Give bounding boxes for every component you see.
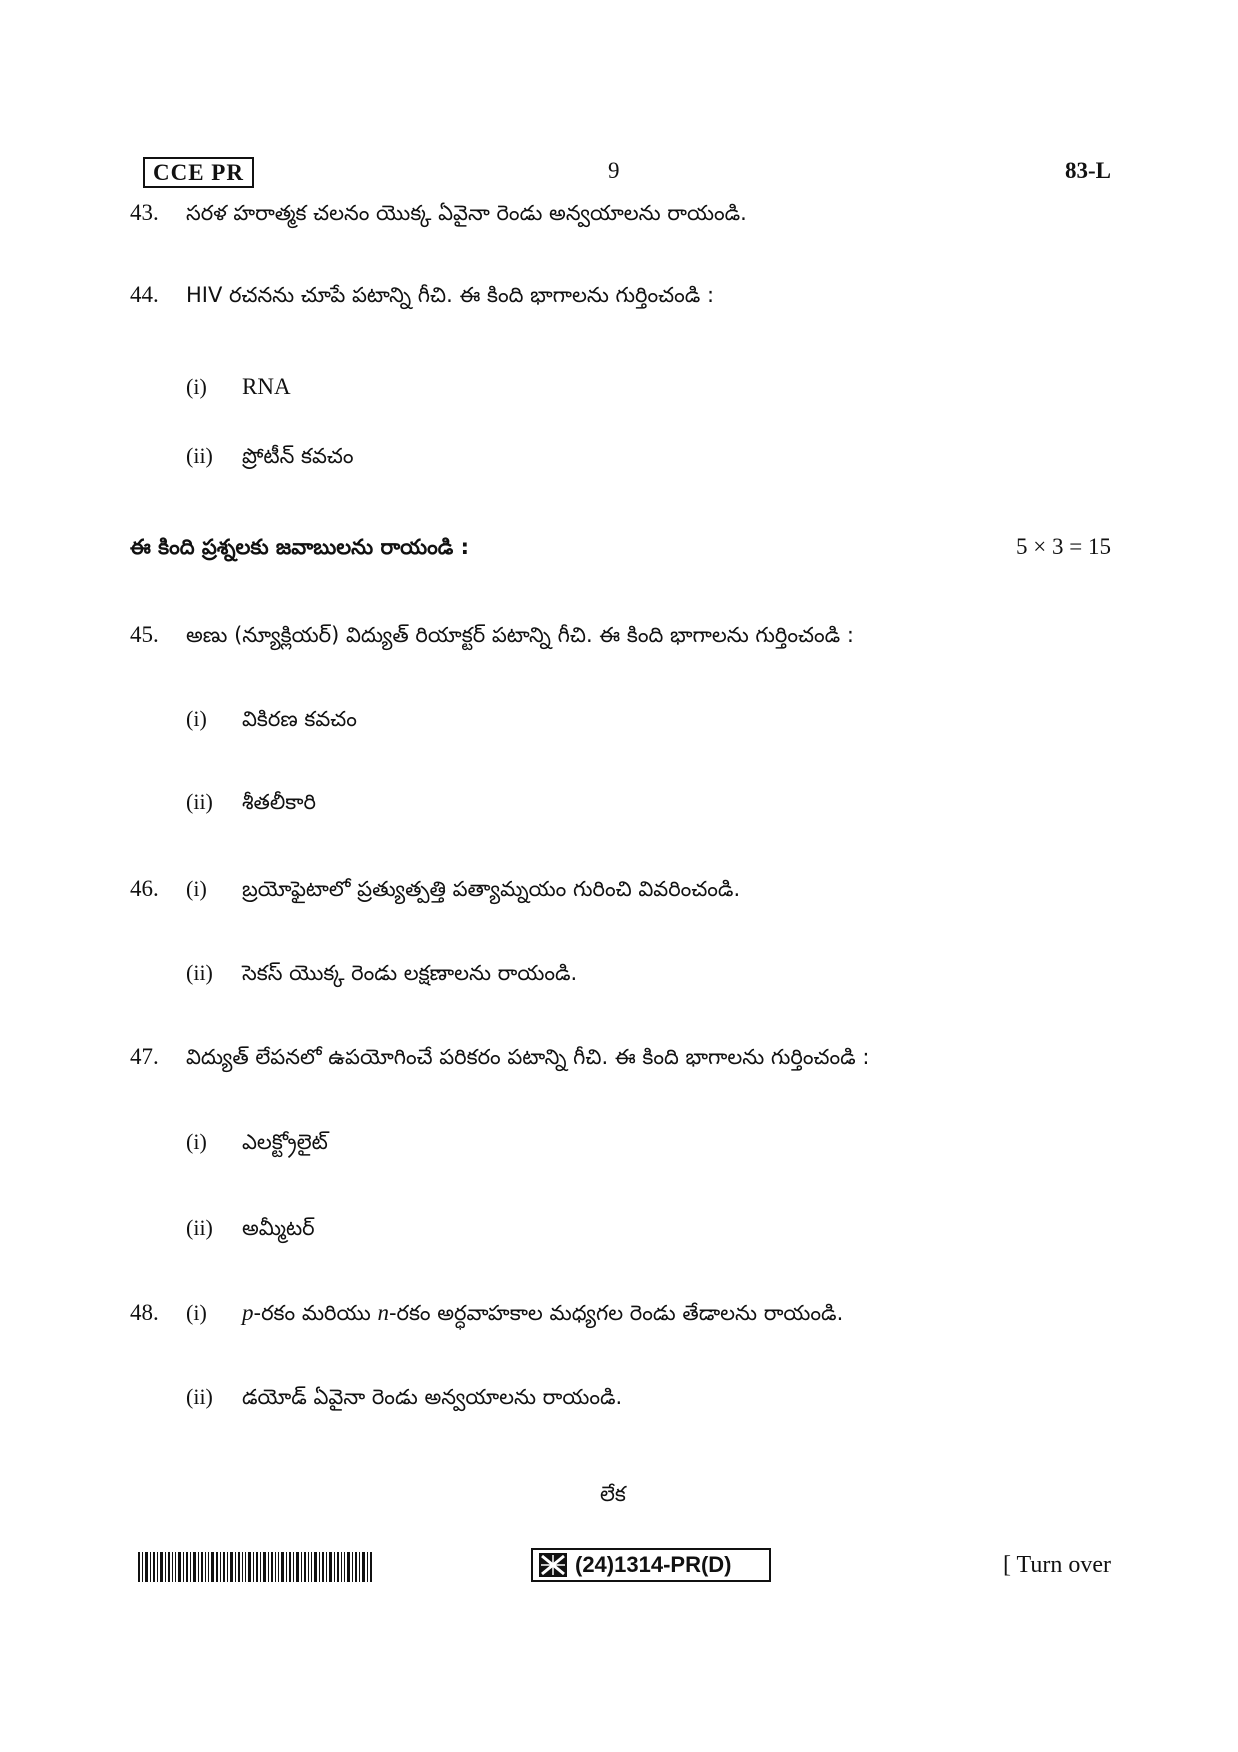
part-text: అమ్మీటర్	[242, 1216, 315, 1240]
part-label: (i)	[186, 374, 207, 399]
part-text: బ్రయోఫైటాలో ప్రత్యుత్పత్తి పత్యామ్నయం గురించి వివరించండి.	[242, 877, 741, 901]
paper-code: 83-L	[1065, 158, 1111, 183]
question-number: 45.	[130, 622, 159, 647]
part-label: (ii)	[186, 960, 213, 985]
part-text-segment: -రకం అర్ధవాహకాల మధ్యగల రెండు తేడాలను రాయండి.	[388, 1301, 844, 1325]
paper-id: (24)1314-PR(D)	[575, 1552, 732, 1577]
question-number: 47.	[130, 1044, 159, 1069]
barcode-icon	[138, 1552, 374, 1582]
part-text: ప్రోటీన్ కవచం	[242, 444, 354, 468]
question-text: అణు (న్యూక్లియర్) విద్యుత్ రియాక్టర్ పటాన్ని గీచి. ఈ కింది భాగాలను గుర్తించండి :	[186, 623, 854, 647]
paper-id-box	[531, 1548, 771, 1582]
part-text: RNA	[242, 374, 291, 399]
question-number: 44.	[130, 282, 159, 307]
part-label: (ii)	[186, 1384, 213, 1409]
part-label: (ii)	[186, 443, 213, 468]
part-text: సెకస్ యొక్క రెండు లక్షణాలను రాయండి.	[242, 961, 578, 985]
part-text: ఎలక్ట్రోలైట్	[242, 1130, 328, 1154]
part-text: డయోడ్ ఏవైనా రెండు అన్వయాలను రాయండి.	[242, 1385, 623, 1409]
question-text: సరళ హరాత్మక చలనం యొక్క ఏవైనా రెండు అన్వయాలను రాయండి.	[186, 201, 747, 225]
section-instruction: ఈ కింది ప్రశ్నలకు జవాబులను రాయండి :	[130, 535, 470, 559]
n-symbol: n	[377, 1300, 389, 1325]
turn-over-label: [ Turn over	[1002, 1552, 1111, 1578]
part-text	[242, 1298, 843, 1328]
part-label: (ii)	[186, 789, 213, 814]
question-number: 48.	[130, 1300, 159, 1325]
part-label: (i)	[186, 1300, 207, 1325]
qr-code-icon	[539, 1553, 567, 1577]
section-marks: 5 × 3 = 15	[1016, 534, 1111, 559]
p-symbol: p	[242, 1300, 254, 1325]
question-number: 46.	[130, 876, 159, 901]
part-label: (i)	[186, 876, 207, 901]
part-text-segment: -రకం మరియు	[253, 1301, 378, 1325]
part-label: (i)	[186, 1129, 207, 1154]
question-text: విద్యుత్ లేపనలో ఉపయోగించే పరికరం పటాన్ని గీచి. ఈ కింది భాగాలను గుర్తించండి :	[186, 1045, 870, 1069]
question-text: HIV రచనను చూపే పటాన్ని గీచి. ఈ కింది భాగాలను గుర్తించండి :	[186, 283, 715, 307]
part-label: (i)	[186, 706, 207, 731]
page-number: 9	[608, 158, 620, 183]
question-number: 43.	[130, 200, 159, 225]
part-text: శీతలీకారి	[242, 790, 316, 814]
continuation-word: లేక	[600, 1482, 626, 1506]
part-label: (ii)	[186, 1215, 213, 1240]
paper-code-box: CCE PR	[143, 157, 254, 188]
part-text: వికిరణ కవచం	[242, 707, 357, 731]
